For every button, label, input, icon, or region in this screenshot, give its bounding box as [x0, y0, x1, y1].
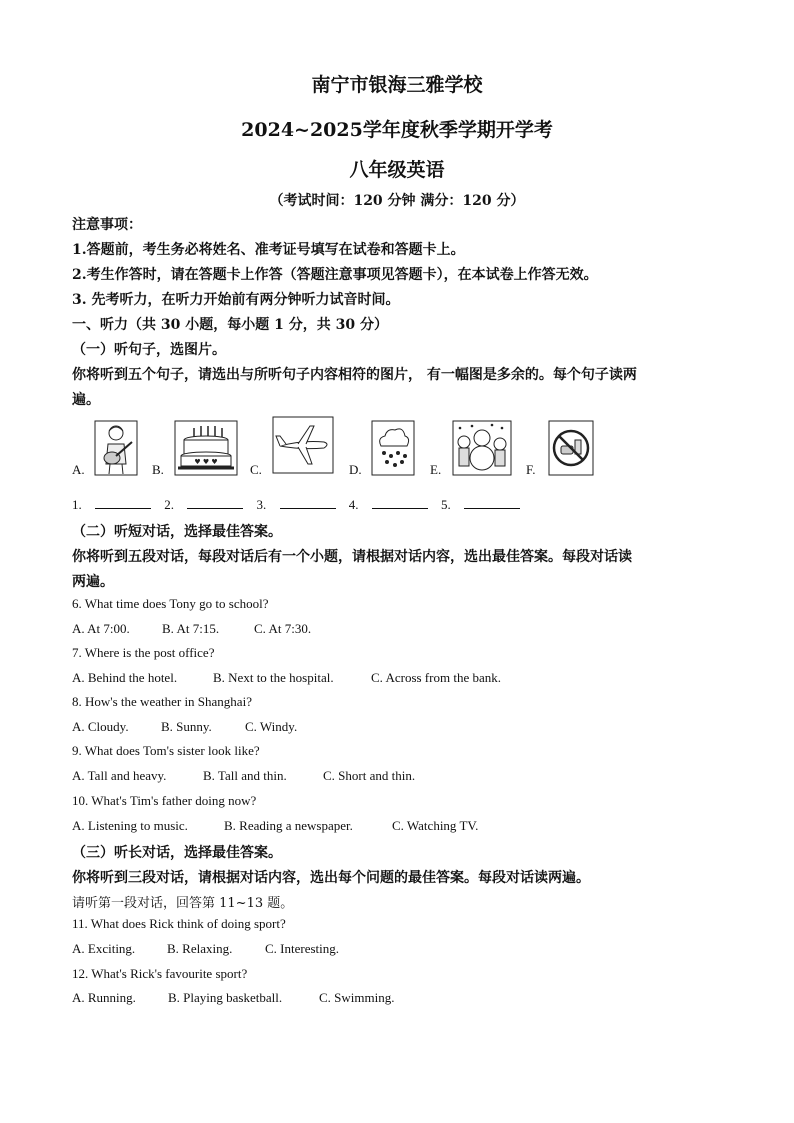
notes-title: 注意事项：	[72, 217, 142, 233]
q6-option-c: C. At 7:30.	[254, 621, 312, 636]
q9-option-b: B. Tall and thin.	[203, 768, 287, 783]
picture-f-label: F.	[526, 462, 536, 477]
blank-3-label: 3.	[256, 497, 267, 512]
q9-option-a: A. Tall and heavy.	[72, 768, 167, 783]
q6-option-a: A. At 7:00.	[72, 621, 130, 636]
blank-1-label: 1.	[72, 497, 82, 512]
q7-option-b: B. Next to the hospital.	[213, 670, 334, 685]
q7-option-c: C. Across from the bank.	[371, 670, 501, 685]
picture-d	[349, 420, 429, 476]
picture-d-label: D.	[349, 462, 362, 477]
q7-option-a: A. Behind the hotel.	[72, 670, 178, 685]
note-3: 3. 先考听力，在听力开始前有两分钟听力试音时间。	[72, 292, 400, 308]
sec1-instruction-1: 你将听到五个句子，请选出与所听句子内容相符的图片， 有一幅图是多余的。每个句子读两	[72, 367, 637, 383]
sec2-instruction-1: 你将听到五段对话，每段对话后有一个小题，请根据对话内容，选出最佳答案。每段对话读	[72, 549, 632, 565]
q12-option-c: C. Swimming.	[319, 990, 395, 1005]
blank-5[interactable]	[441, 497, 520, 512]
blank-4-label: 4.	[348, 497, 359, 512]
question-11: 11. What does Rick think of doing sport?	[72, 916, 286, 931]
svg-text:♥ ♥ ♥: ♥ ♥ ♥	[194, 458, 218, 466]
sec1-instruction-2: 遍。	[72, 392, 100, 408]
airplane-icon	[272, 416, 334, 474]
q6-option-b: B. At 7:15.	[162, 621, 220, 636]
question-10: 10. What's Tim's father doing now?	[72, 793, 257, 808]
rain-cloud-icon	[371, 420, 415, 476]
birthday-cake-icon	[174, 420, 238, 476]
q11-option-c: C. Interesting.	[265, 941, 340, 956]
question-11-options	[72, 941, 339, 957]
blank-2-label: 2.	[164, 497, 174, 512]
question-8-options	[72, 719, 297, 735]
snow-children-icon	[452, 420, 512, 476]
sec2-instruction-2: 两遍。	[72, 574, 114, 590]
picture-e	[430, 420, 520, 476]
school-name: 南宁市银海三雅学校	[311, 74, 483, 96]
q12-option-b: B. Playing basketball.	[168, 990, 283, 1005]
picture-a	[72, 420, 142, 476]
term-title: 2024~2025学年度秋季学期开学考	[241, 119, 553, 141]
question-8: 8. How's the weather in Shanghai?	[72, 694, 252, 709]
question-12: 12. What's Rick's favourite sport?	[72, 966, 248, 981]
sec2-title: （二）听短对话，选择最佳答案。	[72, 524, 282, 540]
q9-option-c: C. Short and thin.	[323, 768, 416, 783]
note-2: 2.考生作答时，请在答题卡上作答（答题注意事项见答题卡），在本试卷上作答无效。	[72, 267, 598, 283]
question-10-options	[72, 818, 478, 834]
no-food-icon	[548, 420, 594, 476]
sec1-title: （一）听句子，选图片。	[72, 342, 226, 358]
sec3-instruction: 你将听到三段对话，请根据对话内容，选出每个问题的最佳答案。每段对话读两遍。	[72, 870, 590, 886]
q8-option-a: A. Cloudy.	[72, 719, 129, 734]
sec3-sub-instruction: 请听第一段对话，回答第 11~13 题。	[72, 896, 294, 911]
picture-c-label: C.	[250, 462, 262, 477]
question-6: 6. What time does Tony go to school?	[72, 596, 269, 611]
question-7: 7. Where is the post office?	[72, 645, 215, 660]
blank-1[interactable]	[72, 497, 151, 512]
subject-title: 八年级英语	[349, 159, 445, 181]
exam-info: （考试时间：120 分钟 满分：120 分）	[269, 193, 525, 209]
question-7-options	[72, 670, 501, 686]
picture-f	[526, 420, 606, 476]
q8-option-b: B. Sunny.	[161, 719, 212, 734]
picture-c	[250, 420, 340, 476]
note-1: 1.答题前，考生务必将姓名、准考证号填写在试卷和答题卡上。	[72, 242, 465, 258]
q10-option-b: B. Reading a newspaper.	[224, 818, 353, 833]
q10-option-a: A. Listening to music.	[72, 818, 188, 833]
boy-guitar-icon	[94, 420, 138, 476]
question-6-options	[72, 621, 311, 637]
q12-option-a: A. Running.	[72, 990, 136, 1005]
q10-option-c: C. Watching TV.	[392, 818, 479, 833]
blank-5-label: 5.	[441, 497, 451, 512]
picture-b	[152, 420, 242, 476]
picture-b-label: B.	[152, 462, 164, 477]
question-9: 9. What does Tom's sister look like?	[72, 743, 260, 758]
part1-title: 一、听力（共 30 小题，每小题 1 分，共 30 分）	[72, 317, 388, 333]
blank-2[interactable]	[164, 497, 243, 512]
blank-4[interactable]	[349, 497, 428, 512]
q11-option-b: B. Relaxing.	[167, 941, 233, 956]
question-12-options	[72, 990, 395, 1006]
q11-option-a: A. Exciting.	[72, 941, 136, 956]
sec3-title: （三）听长对话，选择最佳答案。	[72, 845, 282, 861]
q8-option-c: C. Windy.	[245, 719, 298, 734]
picture-e-label: E.	[430, 462, 442, 477]
answer-blanks	[72, 496, 530, 513]
blank-3[interactable]	[257, 497, 336, 512]
picture-a-label: A.	[72, 462, 85, 477]
question-9-options	[72, 768, 415, 784]
